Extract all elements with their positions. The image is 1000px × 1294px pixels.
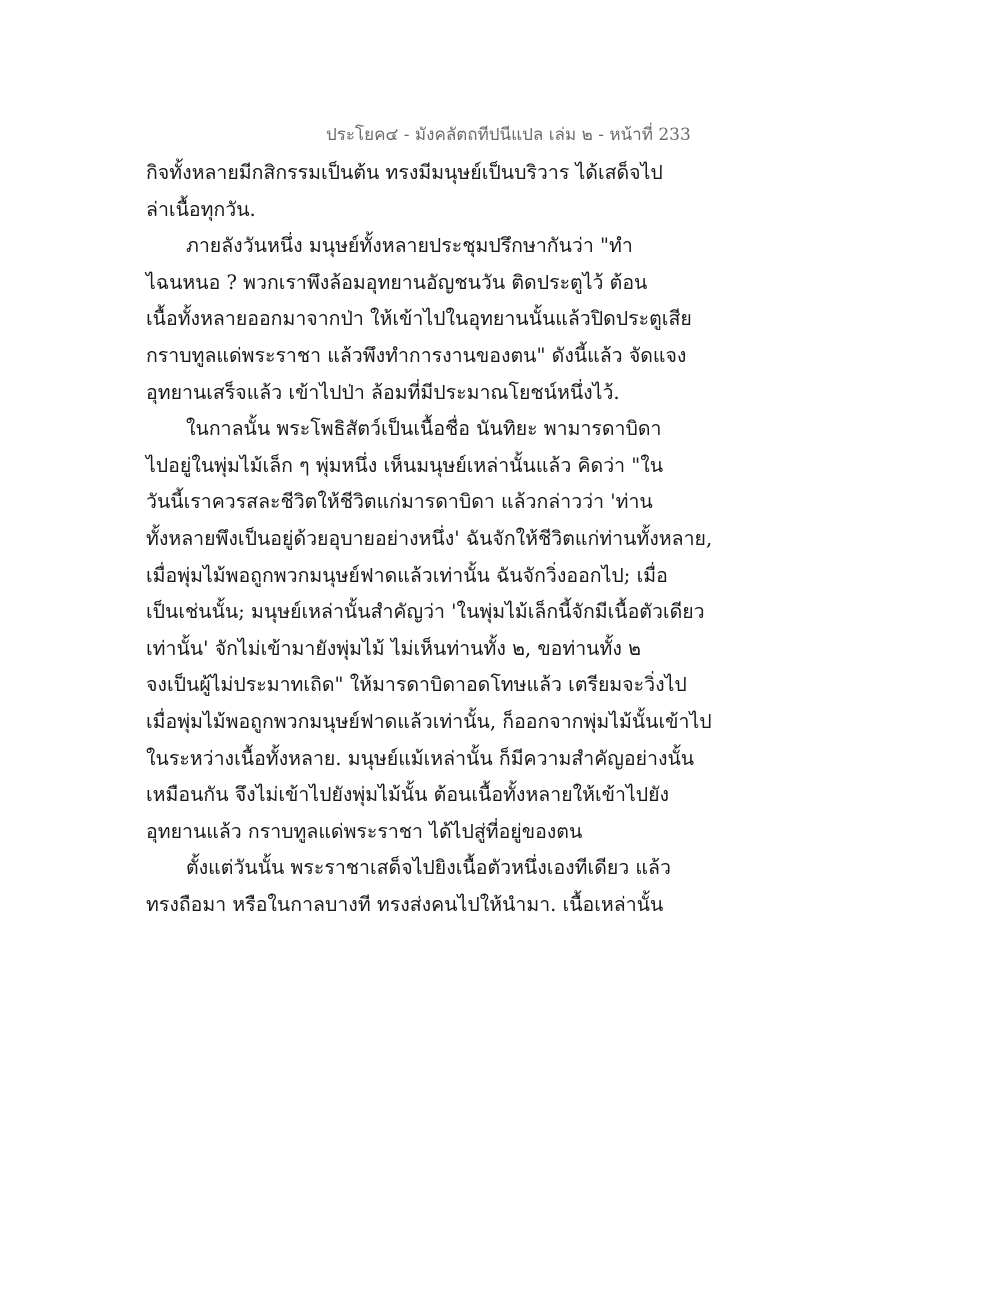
paragraph-start-line: ในกาลนั้น พระโพธิสัตว์เป็นเนื้อชื่อ นันทิยะ พามารดาบิดา [186,417,662,441]
text-line: วันนี้เราควรสละชีวิตให้ชีวิตแก่มารดาบิดา แล้วกล่าวว่า 'ท่าน [146,490,653,514]
text-line: อุทยานแล้ว กราบทูลแด่พระราชา ได้ไปสู่ที่อยู่ของตน [146,819,583,843]
text-line: ทั้งหลายพึงเป็นอยู่ด้วยอุบายอย่างหนึ่ง' ฉันจักให้ชีวิตแก่ท่านทั้งหลาย, [146,526,713,550]
text-line: เหมือนกัน จึงไม่เข้าไปยังพุ่มไม้นั้น ต้อนเนื้อทั้งหลายให้เข้าไปยัง [146,783,670,807]
text-line: เนื้อทั้งหลายออกมาจากป่า ให้เข้าไปในอุทยานนั้นแล้วปิดประตูเสีย [146,307,692,331]
text-line: จงเป็นผู้ไม่ประมาทเถิด" ให้มารดาบิดาอดโทษแล้ว เตรียมจะวิ่งไป [146,673,687,697]
text-line: เท่านั้น' จักไม่เข้ามายังพุ่มไม้ ไม่เห็นท่านทั้ง ๒, ขอท่านทั้ง ๒ [146,636,641,660]
running-header: ประโยค๔ - มังคลัตถทีปนีแปล เล่ม ๒ - หน้าที่ 233 [326,125,691,145]
text-line: ในระหว่างเนื้อทั้งหลาย. มนุษย์แม้เหล่านั้น ก็มีความสำคัญอย่างนั้น [146,746,695,770]
text-line: ทรงถือมา หรือในกาลบางที ทรงส่งคนไปให้นำมา. เนื้อเหล่านั้น [146,892,664,916]
paragraph-start-line: ภายลังวันหนึ่ง มนุษย์ทั้งหลายประชุมปรึกษากันว่า "ทำ [186,234,633,258]
text-line: ไปอยู่ในพุ่มไม้เล็ก ๆ พุ่มหนึ่ง เห็นมนุษย์เหล่านั้นแล้ว คิดว่า "ใน [146,453,664,477]
paragraph-start-line: ตั้งแต่วันนั้น พระราชาเสด็จไปยิงเนื้อตัวหนึ่งเองทีเดียว แล้ว [186,856,671,880]
body-text [146,155,716,923]
text-line: กราบทูลแด่พระราชา แล้วพึงทำการงานของตน" ดังนี้แล้ว จัดแจง [146,343,687,367]
text-line: เป็นเช่นนั้น; มนุษย์เหล่านั้นสำคัญว่า 'ในพุ่มไม้เล็กนี้จักมีเนื้อตัวเดียว [146,600,705,624]
text-line: กิจทั้งหลายมีกสิกรรมเป็นต้น ทรงมีมนุษย์เป็นบริวาร ได้เสด็จไป [146,161,663,184]
text-line: ล่าเนื้อทุกวัน. [146,197,256,221]
text-line: เมื่อพุ่มไม้พอถูกพวกมนุษย์ฟาดแล้วเท่านั้น ฉันจักวิ่งออกไป; เมื่อ [146,563,668,587]
text-line: เมื่อพุ่มไม้พอถูกพวกมนุษย์ฟาดแล้วเท่านั้น, ก็ออกจากพุ่มไม้นั้นเข้าไป [146,709,712,733]
text-line: ไฉนหนอ ? พวกเราพึงล้อมอุทยานอัญชนวัน ติดประตูไว้ ต้อน [146,270,648,294]
text-line: อุทยานเสร็จแล้ว เข้าไปป่า ล้อมที่มีประมาณโยชน์หนึ่งไว้. [146,380,620,404]
